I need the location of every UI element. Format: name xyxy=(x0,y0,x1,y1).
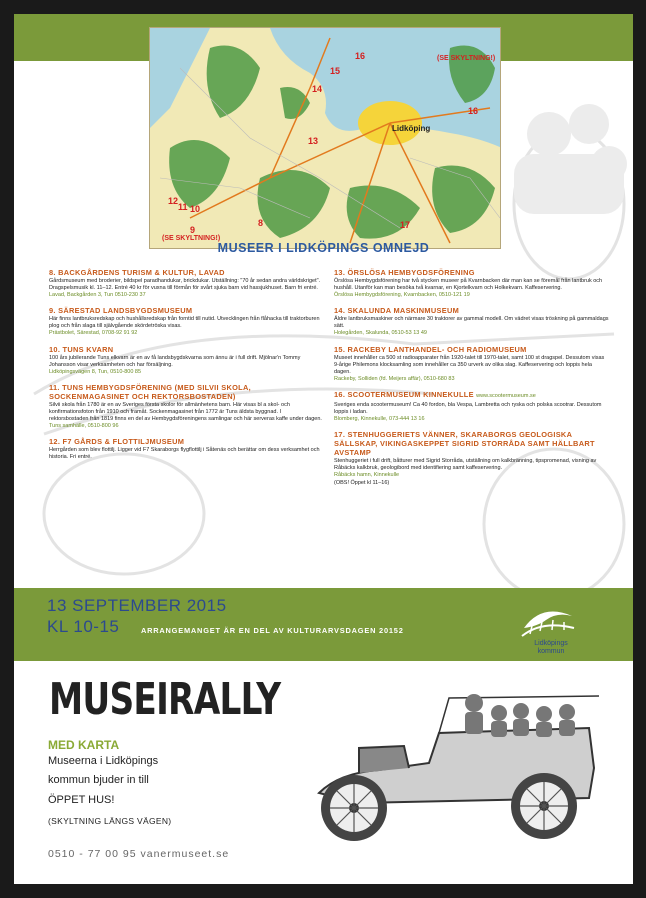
invite-text-line: ÖPPET HUS! xyxy=(48,794,115,806)
entry-title: 9. SÄRESTAD LANDSBYGDSMUSEUM xyxy=(49,306,193,316)
entry-body: Sveriges enda scootermuseum! Ca 40 fordon, bla Vespa, Lambretta och ryska och polska scootrar. Dessutom loppis i ladan. xyxy=(334,401,602,416)
map-marker: 16 xyxy=(355,51,366,61)
museum-entry xyxy=(49,268,322,299)
map-label-see-signs-northeast: (SE SKYLTNING!) xyxy=(437,55,496,62)
map-marker: 13 xyxy=(308,136,319,146)
map-marker: 9 xyxy=(190,225,196,235)
entry-title-text: 16. SCOOTERMUSEUM KINNEKULLE xyxy=(334,389,474,399)
map-marker: 12 xyxy=(168,196,179,206)
map-marker: 8 xyxy=(258,218,264,228)
event-time: KL 10-15 xyxy=(47,617,120,636)
event-date: 13 SEPTEMBER 2015 xyxy=(47,596,227,615)
logo-text xyxy=(516,640,586,656)
entry-note: (OBS! Öppet kl 11–16) xyxy=(334,479,390,486)
entry-contact: Lidköpingsvägen 8, Tun, 0510-800 85 xyxy=(49,368,142,375)
logo-text-line: Lidköpings xyxy=(534,640,568,647)
museum-entry xyxy=(49,383,322,430)
museum-entry xyxy=(49,306,322,337)
map-city-label: Lidköping xyxy=(392,124,431,133)
entry-body: Silvii skola från 1780 är en av Sveriges första skolor för allmänhetens barn. Här visas bl a skol- och konfirmationsfoton från 1910 och framåt. Sockenmagasinet från 1772 är Tuns äldsta byggnad. I rektorsbostaden från 1819 finns en del av Hembygdsföreningens samlingar och här serveras kaffe under dagen. xyxy=(49,401,322,423)
map-label-see-signs-southwest: (SE SKYLTNING!) xyxy=(162,235,221,242)
entry-title: 12. F7 GÅRDS & FLOTTILJMUSEUM xyxy=(49,437,185,447)
vintage-car-photo xyxy=(299,678,604,858)
entry-body: Gårdsmuseum med broderier, bildspel paradhandukar, brickdukar. Utställning: "70 år sedan andra världskriget". Dragspelsmusik kl. 11–12. Entré 40 kr för vuxna till förmån för svårt sjuka barn vid hassjukhuset. Barn fri entré. xyxy=(49,278,321,292)
entry-body: Stenhuggeriet i full drift, båtturer med Sigrid Storråda, utställning om kalkbränning, tipspromenad, visning av Råbäcks kalkbruk, geologibord med identifiering samt kaffeservering. xyxy=(334,458,597,472)
entry-title: 17. STENHUGGERIETS VÄNNER, SKARABORGS GEOLOGISKA SÄLLSKAP, VIKINGASKEPPET SIGRID STORRÅDA SAMT HÄLLBART AVSTAMP xyxy=(334,430,595,458)
museum-entry xyxy=(334,390,609,423)
entry-title: 15. RACKEBY LANTHANDEL- OCH RADIOMUSEUM xyxy=(334,344,527,354)
invite-text-line: Museerna i Lidköpings xyxy=(48,755,159,767)
map-marker: 14 xyxy=(312,84,323,94)
museum-entry xyxy=(49,345,322,376)
map-marker: 17 xyxy=(400,220,411,230)
museirally-heading: MUSEIRALLY xyxy=(49,674,281,725)
map-marker: 15 xyxy=(330,66,341,76)
main-title: MUSEER I LIDKÖPINGS OMNEJD xyxy=(217,241,430,255)
map-marker: 11 xyxy=(178,202,188,212)
entry-title: 8. BACKGÅRDENS TURISM & KULTUR, LAVAD xyxy=(49,268,225,277)
museum-entry xyxy=(334,268,609,299)
with-map-subheading: MED KARTA xyxy=(48,738,120,752)
entry-body: 100 års jubilerande Tuns elkvarn är en av få landsbygdskvarna som ännu är i full drift. Mjölnar'n Tommy Johansson visar verksamheten och har försäljning. xyxy=(49,354,301,368)
entry-website-link[interactable]: www.scootermuseum.se xyxy=(476,392,536,399)
entry-body: Museet innehåller ca 500 st radioapparater från 1920-talet till 1970-talet, samt 100 st dragspel. Dessutom visas 9-årige Philemons klocksamling som innehåller ca 350 urverk av olika slag. Kaffeservering och loppis hela dagen. xyxy=(334,354,605,375)
museum-entry xyxy=(334,306,609,337)
logo-text-line: kommun xyxy=(537,648,565,655)
entry-contact: Råbäcks hamn, Kinnekulle xyxy=(334,472,400,479)
entry-contact: Örslösa Hembygdsförening, Kvarnbacken, 0510-121 19 xyxy=(334,292,470,299)
area-map xyxy=(149,27,501,249)
arrangement-note: ARRANGEMANGET ÄR EN DEL AV KULTURARVSDAGEN 20152 xyxy=(141,626,404,635)
invite-text-line: kommun bjuder in till xyxy=(48,774,149,786)
map-marker: 10 xyxy=(190,204,201,214)
entry-contact: Holegården, Skalunda, 0510-53 13 49 xyxy=(334,330,427,337)
museum-entry xyxy=(334,345,609,383)
entry-contact: Lavad, Backgården 3, Tun 0510-230 37 xyxy=(49,292,146,299)
entry-body: Här finns lantbruksredskap och hushållsredskap från forntid till nutid. Utvecklingen från flåhacka till traktorburen plog och från slaga till självgående skördetröska visas. xyxy=(49,316,320,330)
left-column xyxy=(49,268,322,468)
entry-contact: Rackeby, Solliden (fd. Meijers affär), 0510-680 83 xyxy=(334,375,455,382)
entry-title: 10. TUNS KVARN xyxy=(49,344,114,354)
entry-title: 11. TUNS HEMBYGDSFÖRENING (MED SILVII SKOLA, SOCKENMAGASINET OCH REKTORSBOSTADEN) xyxy=(49,382,251,401)
museum-entry xyxy=(334,430,609,486)
entry-title xyxy=(334,390,609,401)
entry-contact: Blomberg, Kinnekulle, 073-444 13 16 xyxy=(334,416,425,423)
entry-body: Äldre lantbruksmaskiner och närmare 30 traktorer av gammal modell. Om vädret visas tröskning på gammaldags sätt. xyxy=(334,316,609,330)
poster-page xyxy=(14,14,633,884)
entry-title: 14. SKALUNDA MASKINMUSEUM xyxy=(334,306,460,316)
entry-contact: Prästbolet, Särestad, 0708-92 91 92 xyxy=(49,330,138,337)
museum-entry xyxy=(49,437,322,461)
entry-body: Herrgården som blev flottilj. Ligger vid F7 Skaraborgs flygflottilj i Såtenäs och berättar om dess verksamhet och historia. Fri entré. xyxy=(49,447,320,461)
right-column xyxy=(334,268,609,494)
entry-body: Örslösa Hembygdsförening har två stycken museer på Kvarnbacken där man kan se föremål från lantbruk och hushåll. Utanför kan man besöka två kvarnar, en Kjortelkvarn och Holkekvarn. Kaffeservering. xyxy=(334,278,603,292)
contact-info: 0510 - 77 00 95 vanermuseet.se xyxy=(48,848,230,860)
map-marker: 16 xyxy=(468,106,479,116)
signage-note: (SKYLTNING LÄNGS VÄGEN) xyxy=(48,816,172,826)
entry-title: 13. ÖRSLÖSA HEMBYGDSFÖRENING xyxy=(334,268,475,277)
entry-contact: Tuns samhälle, 0510-800 96 xyxy=(49,423,119,430)
